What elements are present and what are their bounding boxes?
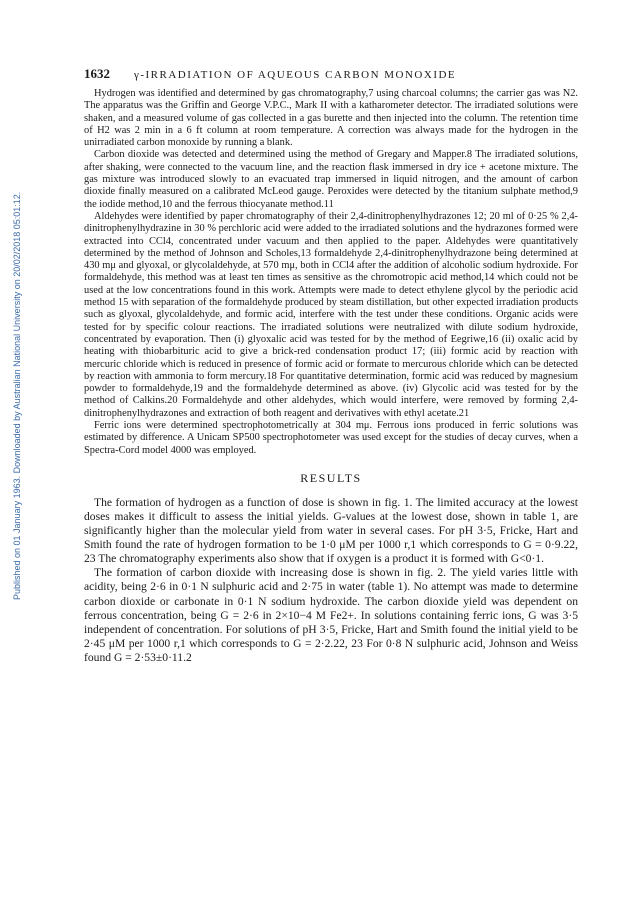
paragraph-hydrogen-method: Hydrogen was identified and determined by gas chromatography,7 using charcoal columns; the carrier gas was N2. The apparatus was the Griffin and George V.P.C., Mark II with a katharometer detector. The irradiated solutions were shaken, and a measured volume of gas collected in a gas burette and then injected into the column. The retention time of H2 was 2 min in a 6 ft column at room temperature. A correction was always made for the hydrogen in the unirradiated carbon monoxide by running a blank. bbox=[84, 88, 578, 149]
results-heading: RESULTS bbox=[300, 470, 362, 485]
paper-page bbox=[84, 66, 578, 665]
page-number: 1632 bbox=[84, 66, 110, 81]
results-section bbox=[84, 496, 578, 665]
paragraph-carbon-dioxide-method: Carbon dioxide was detected and determined using the method of Gregary and Mapper.8 The irradiated solutions, after shaking, were connected to the vacuum line, and the reaction flask immersed in dry ice + acetone mixture. The gas mixture was introduced slowly to an evacuated trap immersed in liquid nitrogen, and the amount of carbon dioxide finally measured on a calibrated McLeod gauge. Peroxides were detected by the titanium sulphate method,9 the iodide method,10 and the ferrous thiocyanate method.11 bbox=[84, 149, 578, 210]
paragraph-aldehydes-method: Aldehydes were identified by paper chromatography of their 2,4-dinitrophenylhydrazones 12; 20 ml of 0·25 % 2,4-dinitrophenylhydrazine in 30 % perchloric acid were added to the irradiated solutions and the hydrazones formed were extracted into CCl4, concentrated under vacuum and then applied to the paper. Aldehydes were quantitatively determined by the method of Johnson and Scholes,13 formaldehyde 2,4-dinitrophenylhydrazone being determined at 430 mμ and glyoxal, or glycolaldehyde, at 570 mμ, both in CCl4 after the addition of alcoholic sodium hydroxide. For formaldehyde, this method was at least ten times as sensitive as the chromotropic acid method,14 which could not be used at the low concentrations found in this work. Attempts were made to detect ethylene glycol by the periodic acid method 15 with separation of the formaldehyde produced by steam distillation, but other expected irradiation products such as glyoxal, glycolaldehyde, and formic acid, interfere with the test under these conditions. Organic acids were tested for by specific colour reactions. The irradiated solutions were neutralized with dilute sodium hydroxide, concentrated by evaporation. Then (i) glyoxalic acid was tested for by the method of Eegriwe,16 (ii) oxalic acid by heating with thiobarbituric acid to give a brick-red condensation product 17; (iii) formic acid by reaction with mercuric chloride which is reduced in presence of formic acid or formate to mercurous chloride which can be detected by reaction with ammonia to form mercury.18 For quantitative determination, formic acid was reduced by magnesium powder to formaldehyde,19 and the formaldehyde determined as above. (iv) Glycolic acid was tested for by the method of Calkins.20 Formaldehyde and other aldehydes, which would interfere, were removed by forming 2,4-dinitrophenylhydrazones and extraction of both reagent and derivatives with ethyl acetate.21 bbox=[84, 210, 578, 419]
page-header bbox=[84, 66, 578, 82]
methods-section bbox=[84, 88, 578, 457]
download-watermark bbox=[10, 60, 24, 600]
paragraph-carbon-dioxide-results: The formation of carbon dioxide with increasing dose is shown in fig. 2. The yield varies little with acidity, being 2·6 in 0·1 N sulphuric acid and 2·75 in water (table 1). No attempt was made to determine carbon dioxide or carbonate in 0·1 N sodium hydroxide. The carbon dioxide yield was dependent on ferrous concentration, being G = 2·6 in 2×10−4 M Fe2+. In solutions containing ferric ions, G was 3·5 independent of concentration. For solutions of pH 3·5, Fricke, Hart and Smith found the initial yield to be 2·45 μM per 1000 r,1 which corresponds to G = 2·2.22, 23 For 0·8 N sulphuric acid, Johnson and Weiss found G = 2·53±0·11.2 bbox=[84, 566, 578, 664]
paragraph-hydrogen-results: The formation of hydrogen as a function of dose is shown in fig. 1. The limited accuracy at the lowest doses makes it difficult to assess the initial yields. G-values at the lowest dose, shown in table 1, are significantly higher than the molecular yield from water in several cases. For pH 3·5, Fricke, Hart and Smith found the rate of hydrogen formation to be 1·0 μM per 1000 r,1 which corresponds to G = 0·9.22, 23 The chromatography experiments also show that if oxygen is a product it is formed with G<0·1. bbox=[84, 495, 578, 566]
running-title: γ-IRRADIATION OF AQUEOUS CARBON MONOXIDE bbox=[134, 69, 457, 81]
paragraph-ferric-ions-method: Ferric ions were determined spectrophotometrically at 304 mμ. Ferrous ions produced in ferric solutions was estimated by difference. A Unicam SP500 spectrophotometer was used except for the studies of decay curves, when a Spectra-Cord model 4000 was employed. bbox=[84, 420, 578, 456]
download-watermark-text: Published on 01 January 1963. Downloaded by Australian National University on 20/02/2018 05:01:12. bbox=[12, 191, 22, 600]
